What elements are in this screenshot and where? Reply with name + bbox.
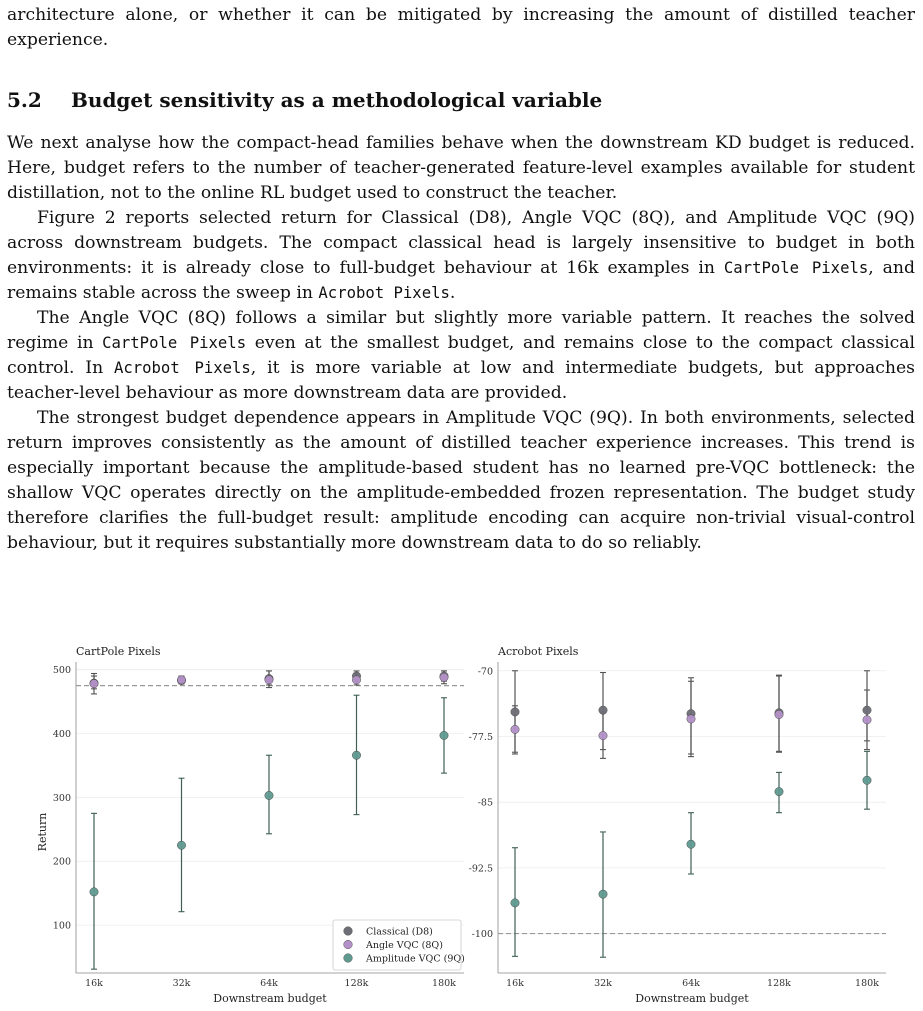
data-point-angle	[90, 680, 98, 688]
x-tick-label: 128k	[767, 978, 791, 989]
section-title: Budget sensitivity as a methodological variable	[71, 88, 603, 112]
data-point-amplitude	[440, 731, 448, 739]
legend-marker-angle	[344, 940, 353, 949]
data-point-classical	[599, 706, 607, 714]
legend-label-classical: Classical (D8)	[366, 926, 433, 938]
paragraph-3-text-b: even at the smallest budget, and remains close to the compact classical control. In	[7, 333, 916, 378]
legend-label-angle: Angle VQC (8Q)	[366, 940, 443, 951]
legend-label-amplitude: Amplitude VQC (9Q)	[366, 953, 465, 965]
x-axis-label: Downstream budget	[635, 992, 749, 1005]
x-tick-label: 128k	[344, 978, 369, 989]
paragraph-2-text-b: , and remains stable across the sweep in	[7, 258, 915, 303]
paragraph-1: We next analyse how the compact-head families behave when the downstream KD budget is reduced. Here, budget refers to the number of teacher-generated feature-level examples available for student distillation, not to the online RL budget used to construct the teacher.	[7, 133, 915, 203]
y-tick-label: -77.5	[468, 731, 493, 743]
legend-marker-classical	[344, 927, 353, 936]
y-tick-label: -85	[477, 797, 493, 809]
section-heading	[7, 87, 915, 113]
data-point-amplitude	[90, 888, 98, 896]
data-point-angle	[177, 676, 185, 684]
legend	[333, 920, 465, 970]
paragraph-3-text-a: The Angle VQC (8Q) follows a similar but slightly more variable pattern. It reaches the solved regime in	[7, 308, 915, 353]
y-tick-label: 500	[52, 665, 71, 677]
data-point-amplitude	[599, 890, 607, 898]
budget-sensitivity-figure	[0, 640, 923, 1011]
intro-paragraph-tail	[7, 3, 915, 53]
y-tick-label: -70	[477, 666, 493, 678]
data-point-angle	[265, 676, 273, 684]
x-tick-label: 64k	[260, 978, 278, 989]
data-point-amplitude	[511, 899, 519, 907]
x-tick-label: 180k	[855, 978, 879, 989]
env-name-cartpole: CartPole Pixels	[102, 334, 247, 352]
legend-marker-amplitude	[344, 954, 353, 963]
chart-title: CartPole Pixels	[76, 645, 161, 658]
data-point-angle	[863, 716, 871, 724]
paragraph-2-text-c: .	[449, 283, 456, 303]
chart-title: Acrobot Pixels	[498, 645, 579, 658]
x-tick-label: 180k	[432, 978, 456, 989]
data-point-classical	[511, 708, 519, 716]
y-tick-label: 400	[52, 729, 71, 741]
y-axis-label: Return	[36, 812, 49, 852]
x-tick-label: 32k	[172, 978, 191, 989]
section-body	[7, 131, 915, 556]
paragraph-4: The strongest budget dependence appears in Amplitude VQC (9Q). In both environments, selected return improves consistently as the amount of distilled teacher experience increases. This trend is especially important because the amplitude-based student has no learned pre-VQC bottleneck: the shallow VQC operates directly on the amplitude-embedded frozen representation. The budget study therefore clarifies the full-budget result: amplitude encoding can acquire non-trivial visual-control behaviour, but it requires substantially more downstream data to do so reliably.	[7, 408, 915, 553]
paragraph-2-text-a: Figure 2 reports selected return for Classical (D8), Angle VQC (8Q), and Amplitude VQC (9Q) across downstream budgets. The compact classical head is largely insensitive to budget in both environments: it is already close to full-budget behaviour at 16k examples in	[7, 208, 915, 278]
data-point-angle	[352, 676, 360, 684]
data-point-angle	[511, 725, 519, 733]
x-axis-label: Downstream budget	[213, 992, 327, 1005]
paragraph-3	[7, 306, 915, 406]
x-tick-label: 64k	[682, 978, 700, 989]
x-tick-label: 32k	[594, 978, 612, 989]
data-point-amplitude	[863, 776, 871, 784]
data-point-angle	[599, 731, 607, 739]
data-point-amplitude	[352, 751, 360, 759]
y-tick-label: 100	[52, 920, 71, 932]
data-point-classical	[863, 706, 871, 714]
env-name-acrobot: Acrobot Pixels	[318, 284, 450, 302]
data-point-amplitude	[687, 840, 695, 848]
y-tick-label: 300	[52, 792, 71, 804]
y-tick-label: 200	[52, 856, 71, 868]
env-name-cartpole: CartPole Pixels	[723, 259, 869, 277]
data-point-amplitude	[177, 841, 185, 849]
data-point-angle	[775, 710, 783, 718]
data-point-amplitude	[265, 791, 273, 799]
section-number: 5.2	[7, 88, 42, 112]
paragraph-2	[7, 206, 915, 306]
y-tick-label: -100	[471, 929, 493, 941]
acrobot-chart	[469, 645, 886, 1005]
intro-text: architecture alone, or whether it can be mitigated by increasing the amount of distilled teacher experience.	[7, 5, 915, 50]
y-tick-label: -92.5	[468, 863, 493, 875]
data-point-amplitude	[775, 787, 783, 795]
x-tick-label: 16k	[85, 978, 103, 989]
x-tick-label: 16k	[506, 978, 524, 989]
data-point-angle	[687, 715, 695, 723]
data-point-angle	[440, 673, 448, 681]
paragraph-3-text-c: , it is more variable at low and intermediate budgets, but approaches teacher-level behaviour as more downstream data are provided.	[7, 358, 915, 403]
env-name-acrobot: Acrobot Pixels	[113, 359, 251, 377]
